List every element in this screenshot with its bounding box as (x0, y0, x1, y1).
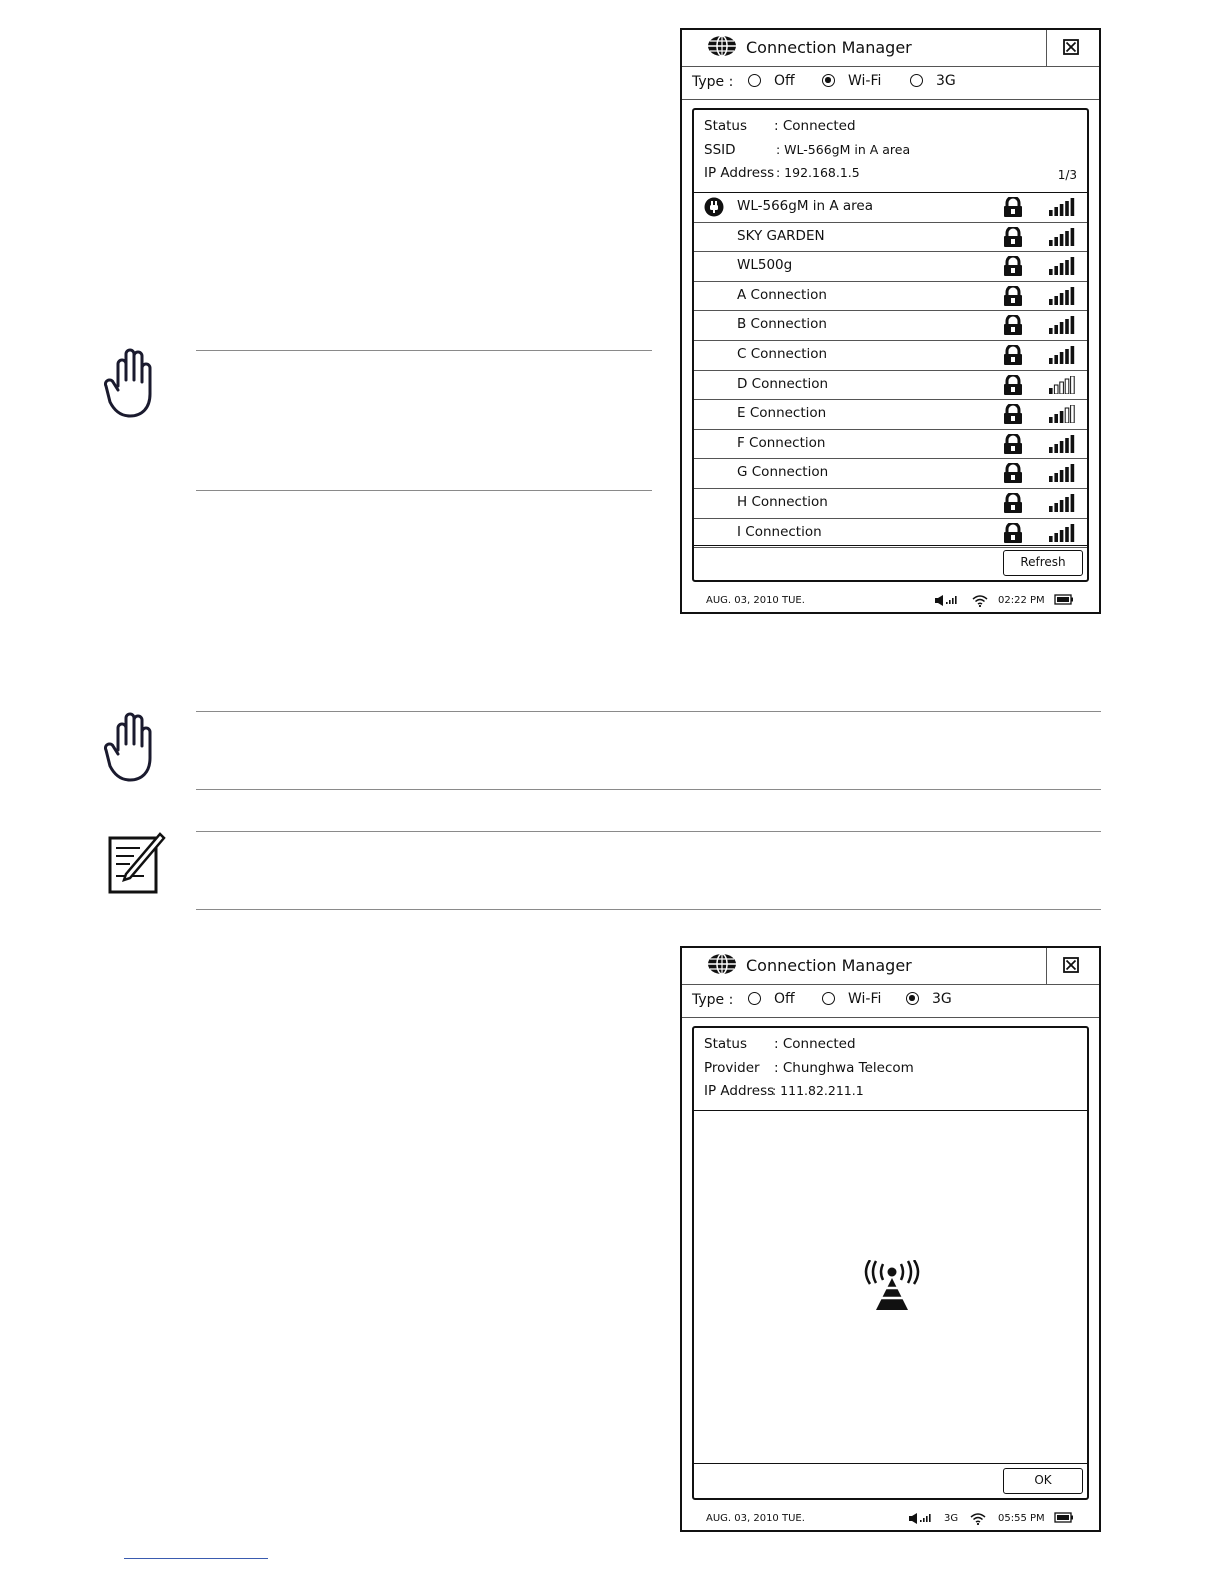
hand-warning-icon (104, 346, 160, 420)
signal-bar (1049, 358, 1053, 364)
signal-bar (1065, 349, 1069, 364)
status-value: : Connected (774, 1036, 856, 1052)
divider (196, 350, 652, 351)
lock-icon (1002, 227, 1024, 247)
network-name: G Connection (737, 464, 829, 481)
divider (196, 789, 1101, 790)
network-panel (692, 108, 1089, 582)
title-bar (682, 30, 1099, 67)
provider-value: : Chunghwa Telecom (774, 1060, 914, 1076)
signal-bar (1060, 352, 1064, 364)
network-name: E Connection (737, 405, 827, 422)
radio-circle (748, 74, 761, 87)
signal-bar (1060, 382, 1064, 394)
signal-icon (1048, 228, 1076, 246)
signal-bar (1065, 260, 1069, 275)
signal-bar (1054, 266, 1058, 275)
network-row[interactable] (694, 310, 1087, 341)
signal-icon (1048, 376, 1076, 394)
radio-circle (822, 74, 835, 87)
signal-bar (1060, 263, 1064, 275)
type-label: Type : (692, 74, 734, 90)
status-3g: 3G (944, 1513, 959, 1524)
signal-bar (1065, 438, 1069, 453)
signal-bar (1065, 319, 1069, 334)
ssid-value: : WL-566gM in A area (776, 142, 911, 157)
type-label: Type : (692, 992, 734, 1008)
signal-bar (1060, 530, 1064, 542)
status-value: : Connected (774, 118, 856, 134)
network-row[interactable] (694, 488, 1087, 519)
radio-circle (906, 992, 919, 1005)
signal-bar (1071, 435, 1075, 453)
signal-bar (1071, 287, 1075, 305)
network-name: B Connection (737, 316, 827, 333)
signal-bar (1054, 355, 1058, 364)
signal-bar (1049, 417, 1053, 423)
signal-bar (1065, 467, 1069, 482)
hand-warning-icon (104, 710, 160, 784)
ssid-label: SSID (704, 142, 736, 158)
network-name: H Connection (737, 494, 828, 510)
window-title: Connection Manager (746, 38, 912, 57)
network-name: WL-566gM in A area (737, 198, 874, 214)
close-button[interactable] (1046, 948, 1099, 984)
ip-label: IP Address (704, 1083, 775, 1099)
signal-bar (1065, 497, 1069, 512)
radio-circle (748, 992, 761, 1005)
lock-icon (1002, 375, 1024, 395)
signal-bar (1071, 405, 1075, 423)
antenna-icon (862, 1260, 922, 1312)
signal-bar (1071, 494, 1075, 512)
signal-bar (1060, 293, 1064, 305)
connection-info (694, 1028, 1087, 1111)
lock-icon (1002, 197, 1024, 217)
signal-bar (1054, 533, 1058, 542)
signal-bar (1071, 228, 1075, 246)
window-title: Connection Manager (746, 956, 912, 975)
signal-bar (1049, 536, 1053, 542)
close-icon (1063, 39, 1079, 55)
lock-icon (1002, 315, 1024, 335)
signal-bar (1054, 503, 1058, 512)
signal-bar (1060, 411, 1064, 423)
signal-icon (1048, 405, 1076, 423)
network-name: WL500g (737, 257, 793, 274)
radio-circle (822, 992, 835, 1005)
status-date: AUG. 03, 2010 TUE. (706, 1513, 805, 1524)
radio-label: 3G (936, 73, 956, 89)
signal-icon (1048, 524, 1076, 542)
type-selector (682, 66, 1099, 100)
lock-icon (1002, 256, 1024, 276)
signal-bar (1049, 388, 1053, 394)
signal-icon (1048, 257, 1076, 275)
connection-manager-3g-window (680, 946, 1101, 1532)
connection-info (694, 110, 1087, 193)
signal-bar (1049, 299, 1053, 305)
button-bar (694, 1463, 1087, 1498)
signal-bar (1065, 290, 1069, 305)
network-row[interactable] (694, 192, 1087, 223)
ip-value: : 111.82.211.1 (772, 1083, 864, 1098)
signal-bar (1054, 237, 1058, 246)
network-name: A Connection (737, 286, 827, 303)
signal-bar (1049, 328, 1053, 334)
status-time: 05:55 PM (998, 1513, 1045, 1524)
network-name: D Connection (737, 375, 829, 392)
signal-bar (1049, 476, 1053, 482)
signal-icon (1048, 346, 1076, 364)
signal-bar (1060, 441, 1064, 453)
divider (196, 711, 1101, 712)
lock-icon (1002, 434, 1024, 454)
signal-bar (1060, 500, 1064, 512)
signal-bar (1060, 204, 1064, 216)
signal-bar (1071, 316, 1075, 334)
network-row[interactable] (694, 399, 1087, 430)
radio-label: Wi-Fi (848, 991, 882, 1007)
globe-icon (706, 952, 738, 976)
radio-circle (910, 74, 923, 87)
title-bar (682, 948, 1099, 985)
divider (196, 490, 652, 491)
signal-icon (1048, 464, 1076, 482)
signal-bar (1054, 414, 1058, 423)
network-panel (692, 1026, 1089, 1500)
signal-bar (1054, 207, 1058, 216)
device-status-bar (682, 1508, 1099, 1530)
connected-icon (704, 197, 724, 217)
signal-bar (1049, 506, 1053, 512)
speaker-icon (908, 1512, 934, 1525)
close-button[interactable] (1046, 30, 1099, 66)
signal-bar (1065, 201, 1069, 216)
ip-label: IP Address (704, 165, 775, 181)
network-row[interactable] (694, 370, 1087, 401)
signal-bar (1071, 464, 1075, 482)
signal-bar (1060, 470, 1064, 482)
signal-bar (1060, 234, 1064, 246)
network-name: I Connection (737, 523, 822, 540)
signal-bar (1071, 376, 1075, 394)
signal-icon (1048, 494, 1076, 512)
network-row[interactable] (694, 340, 1087, 371)
signal-icon (1048, 287, 1076, 305)
network-row[interactable] (694, 518, 1087, 549)
signal-bar (1065, 379, 1069, 394)
signal-bar (1054, 473, 1058, 482)
refresh-button[interactable]: Refresh (1003, 550, 1083, 576)
signal-bar (1071, 257, 1075, 275)
signal-bar (1049, 240, 1053, 246)
lock-icon (1002, 286, 1024, 306)
speaker-icon (934, 594, 960, 607)
signal-bar (1049, 269, 1053, 275)
radio-label: Off (774, 73, 795, 89)
status-time: 02:22 PM (998, 595, 1045, 606)
lock-icon (1002, 404, 1024, 424)
lock-icon (1002, 523, 1024, 543)
network-name: F Connection (737, 434, 826, 451)
network-row[interactable] (694, 222, 1087, 253)
battery-icon (1054, 1512, 1074, 1523)
signal-icon (1048, 198, 1076, 216)
lock-icon (1002, 345, 1024, 365)
signal-bar (1065, 527, 1069, 542)
signal-icon (1048, 316, 1076, 334)
type-selector (682, 984, 1099, 1018)
status-date: AUG. 03, 2010 TUE. (706, 595, 805, 606)
lock-icon (1002, 493, 1024, 513)
network-row[interactable] (694, 458, 1087, 489)
network-row[interactable] (694, 281, 1087, 312)
signal-bar (1060, 322, 1064, 334)
network-row[interactable] (694, 251, 1087, 282)
device-status-bar (682, 590, 1099, 612)
signal-bar (1049, 210, 1053, 216)
radio-label: Off (774, 991, 795, 1007)
signal-bar (1054, 296, 1058, 305)
radio-label: 3G (932, 991, 952, 1007)
page-indicator: 1/3 (1057, 168, 1077, 182)
signal-bar (1065, 231, 1069, 246)
signal-bar (1049, 447, 1053, 453)
footer-link-underline (124, 1558, 268, 1559)
divider (196, 831, 1101, 832)
provider-label: Provider (704, 1060, 760, 1076)
wifi-icon (972, 594, 988, 607)
ok-button[interactable]: OK (1003, 1468, 1083, 1494)
signal-bar (1054, 325, 1058, 334)
note-pencil-icon (104, 830, 166, 896)
signal-icon (1048, 435, 1076, 453)
network-row[interactable] (694, 429, 1087, 460)
close-icon (1063, 957, 1079, 973)
connection-manager-wifi-window (680, 28, 1101, 614)
wifi-icon (970, 1512, 986, 1525)
status-label: Status (704, 118, 748, 134)
network-name: C Connection (737, 346, 828, 362)
signal-bar (1071, 198, 1075, 216)
battery-icon (1054, 594, 1074, 605)
signal-bar (1065, 408, 1069, 423)
signal-bar (1054, 444, 1058, 453)
signal-bar (1054, 385, 1058, 394)
radio-label: Wi-Fi (848, 73, 882, 89)
globe-icon (706, 34, 738, 58)
signal-bar (1071, 524, 1075, 542)
status-label: Status (704, 1036, 748, 1052)
lock-icon (1002, 463, 1024, 483)
signal-bar (1071, 346, 1075, 364)
divider (196, 909, 1101, 910)
ip-value: : 192.168.1.5 (776, 165, 860, 180)
button-bar (694, 545, 1087, 580)
network-name: SKY GARDEN (737, 227, 825, 244)
